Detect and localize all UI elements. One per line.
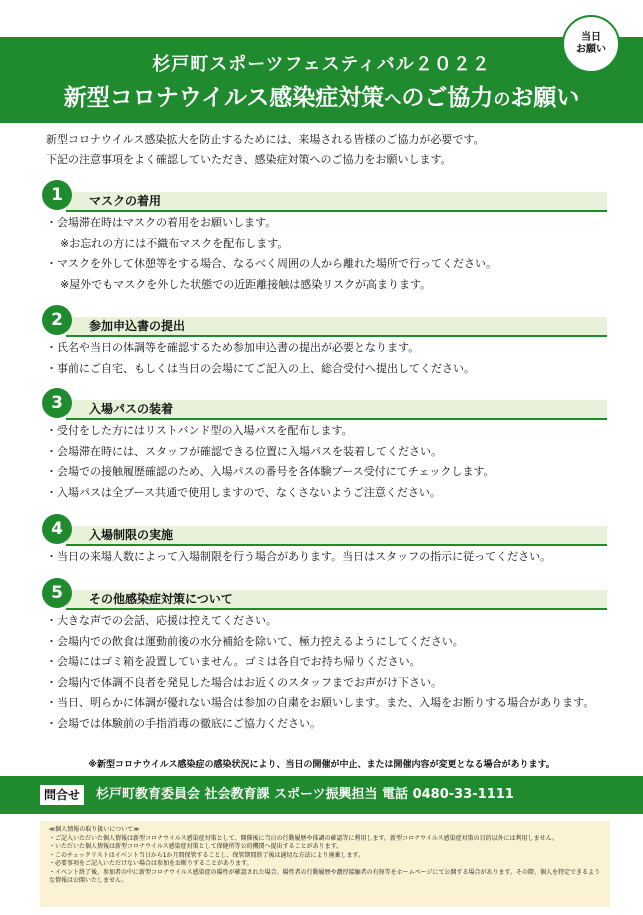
list-item: ・大きな声での会話、応援は控えてください。: [46, 614, 277, 627]
contact-bar: [0, 776, 643, 814]
list-item: ・会場滞在時には、スタッフが確認できる位置に入場パスを装着してください。: [46, 444, 442, 458]
section-header: [38, 180, 608, 210]
page-title: [0, 79, 643, 112]
list-item: ・会場では体験前の手指消毒の徹底にご協力ください。: [46, 716, 321, 730]
cancellation-note: ※新型コロナウイルス感染症の感染状況により、当日の開催が中止、または開催内容が変更となる場合があります。: [88, 760, 555, 770]
privacy-item: ・必要事項をご記入いただけない場合は参加をお断りすることがあります。: [49, 860, 253, 867]
section-application-form: [38, 305, 608, 379]
section-title: その他感染症対策について: [89, 592, 233, 606]
section-number-circle: 1: [42, 180, 72, 210]
intro-line: 新型コロナウイルス感染拡大を防止するためには、来場される皆様のご協力が必要です。: [46, 133, 485, 146]
section-items: [46, 213, 608, 295]
event-name: 杉戸町スポーツフェスティバル２０２２: [152, 54, 491, 75]
list-item: ・会場での接触履歴確認のため、入場パスの番号を各体験ブース受付にてチェックします。: [46, 465, 495, 478]
list-item: ・氏名や当日の体調等を確認するため参加申込書の提出が必要となります。: [46, 341, 420, 354]
badge-line-1: 当日: [581, 31, 601, 43]
section-title: 入場制限の実施: [89, 528, 174, 542]
title-part-a: 新型コロナウイルス感染症対策: [63, 85, 385, 111]
section-number-circle: 4: [42, 514, 72, 544]
list-item: ・会場内で体調不良者を発見した場合はお近くのスタッフまでお声がけ下さい。: [46, 675, 442, 689]
section-header: [38, 578, 608, 608]
title-part-e: お願い: [510, 85, 580, 111]
list-item: ・会場にはゴミ箱を設置していません。ゴミは各自でお持ち帰りください。: [46, 655, 421, 668]
contact-label: 問合せ: [40, 785, 84, 805]
badge-line-2: お願い: [576, 44, 606, 55]
section-items: [46, 611, 608, 734]
list-item: ・マスクを外して休憩等をする場合、なるべく周囲の人から離れた場所で行ってください。: [46, 257, 497, 270]
intro-line: 下記の注意事項をよく確認していただき、感染症対策へのご協力をお願いします。: [46, 153, 452, 166]
privacy-heading: ≪個人情報の取り扱いについて≫: [49, 826, 140, 833]
section-number-circle: 2: [42, 305, 72, 335]
list-item: ・入場パスは全ブース共通で使用しますので、なくさないようご注意ください。: [46, 485, 441, 499]
privacy-item: ・イベント終了後、参加者の中に新型コロナウイルス感染症の陽性が確認された場合、陽性者の行動履歴や濃厚接触者の有無等をホームページにて公開する場合があります。その際、個人を特定できるような情報は公開いたしません。: [49, 868, 601, 884]
privacy-item: ・いただいた個人情報は新型コロナウイルス感染症対策として保健所等公的機関へ提出することがあります。: [49, 843, 343, 850]
section-number-circle: 5: [42, 578, 72, 608]
section-other-measures: [38, 578, 608, 734]
header-banner: [0, 37, 643, 123]
list-item: ・受付をした方にはリストバンド型の入場パスを配布します。: [46, 424, 353, 437]
privacy-item: ・このチェックリストはイベント当日から1か月間保管することし、保管期間終了後は適切な方法により廃棄します。: [49, 851, 365, 859]
section-title: 入場パスの装着: [89, 402, 174, 416]
title-part-d: の: [493, 90, 511, 110]
section-header: [38, 305, 608, 335]
list-item-note: ※お忘れの方には不織布マスクを配布します。: [60, 236, 289, 250]
list-item: ・会場滞在時はマスクの着用をお願いします。: [46, 216, 277, 229]
list-item: ・当日、明らかに体調が優れない場合は参加の自粛をお願いします。また、入場をお断りする場合があります。: [46, 696, 595, 709]
list-item: ・事前にご自宅、もしくは当日の会場にてご記入の上、総合受付へ提出してください。: [46, 361, 475, 375]
section-header: [38, 514, 608, 544]
section-entry-limit: [38, 514, 608, 568]
section-items: [46, 547, 608, 568]
privacy-item: ・ご記入いただいた個人情報は新型コロナウイルス感染症対策として、開催後に当日の行動履歴や体調の確認等に利用します。新型コロナウイルス感染症対策の目的以外には利用しません。: [49, 834, 559, 842]
section-entry-pass: [38, 388, 608, 503]
contact-info: 杉戸町教育委員会 社会教育課 スポーツ振興担当 電話 0480-33-1111: [96, 787, 514, 802]
section-title: マスクの着用: [89, 194, 162, 208]
same-day-request-badge: [562, 15, 620, 73]
list-item: ・会場内での飲食は運動前後の水分補給を除いて、極力控えるようにしてください。: [46, 634, 464, 648]
title-part-c: のご協力: [401, 85, 494, 111]
section-mask: [38, 180, 608, 295]
title-part-b: へ: [384, 90, 402, 110]
section-number-circle: 3: [42, 388, 72, 418]
section-items: [46, 338, 608, 379]
intro-text: [46, 130, 484, 170]
privacy-notice: [40, 821, 610, 907]
list-item-note: ※屋外でもマスクを外した状態での近距離接触は感染リスクが高まります。: [60, 277, 432, 291]
section-header: [38, 388, 608, 418]
list-item: ・当日の来場人数によって入場制限を行う場合があります。当日はスタッフの指示に従ってください。: [46, 550, 552, 563]
section-items: [46, 421, 608, 503]
section-title: 参加申込書の提出: [89, 319, 186, 333]
